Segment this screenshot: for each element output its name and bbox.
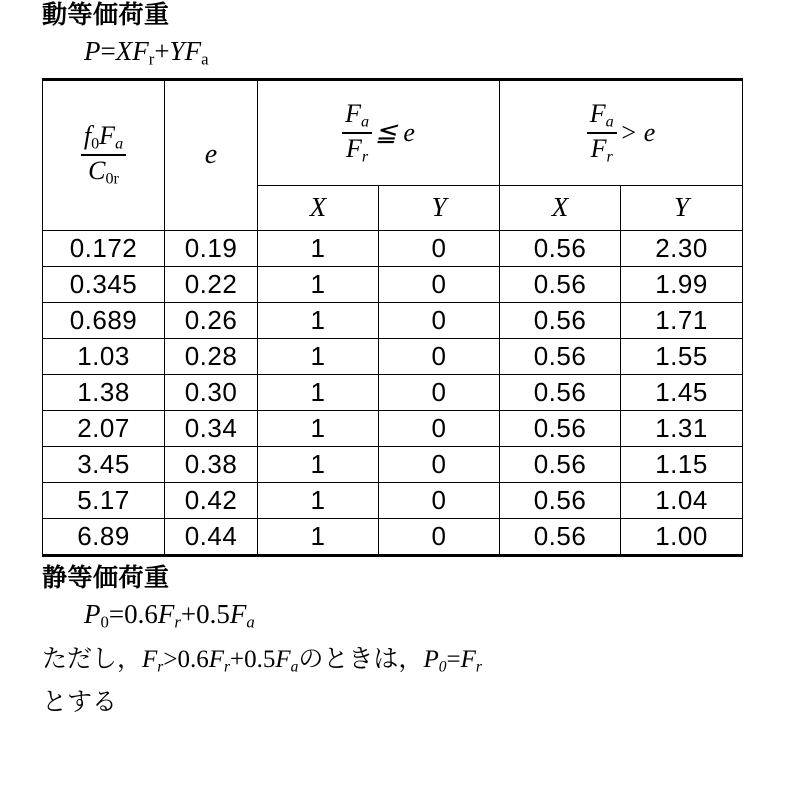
header-symbol-X: X bbox=[551, 192, 569, 223]
formula-symbol-F: F bbox=[132, 36, 149, 67]
cell-y1: 0 bbox=[379, 230, 500, 266]
cell-e: 0.22 bbox=[165, 266, 258, 302]
sym-plus: + bbox=[230, 645, 245, 673]
table-row bbox=[43, 374, 743, 410]
cell-x1: 1 bbox=[258, 230, 379, 266]
coeff-0-5: 0.5 bbox=[244, 645, 276, 673]
header-cell-x1 bbox=[258, 185, 379, 230]
cell-f0FaC0r: 1.38 bbox=[43, 374, 165, 410]
cell-y2: 1.00 bbox=[621, 518, 743, 555]
cell-x2: 0.56 bbox=[500, 266, 621, 302]
sym-F: F bbox=[229, 599, 247, 630]
cell-f0FaC0r: 0.172 bbox=[43, 230, 165, 266]
cell-y2: 1.45 bbox=[621, 374, 743, 410]
sym-gt: > bbox=[163, 645, 178, 673]
cell-x2: 0.56 bbox=[500, 482, 621, 518]
header-cell-y1 bbox=[379, 185, 500, 230]
cell-x1: 1 bbox=[258, 338, 379, 374]
header-symbol-Y: Y bbox=[673, 192, 690, 223]
note-mid: のときは， bbox=[298, 644, 424, 673]
sym-sub-a: a bbox=[605, 113, 614, 130]
fraction-numerator bbox=[587, 100, 617, 134]
fraction-Fa-over-Fr-2 bbox=[587, 100, 617, 167]
cell-e: 0.28 bbox=[165, 338, 258, 374]
note-lead: ただし， bbox=[42, 644, 143, 673]
sym-sub-0: 0 bbox=[91, 135, 100, 153]
header-symbol-e: e bbox=[204, 139, 218, 171]
sym-C: C bbox=[88, 156, 106, 186]
formula-static-equivalent-load bbox=[84, 599, 800, 633]
cell-y2: 1.15 bbox=[621, 446, 743, 482]
sym-F: F bbox=[208, 645, 224, 673]
cell-y2: 1.71 bbox=[621, 302, 743, 338]
header-cell-y2 bbox=[621, 185, 743, 230]
cell-x1: 1 bbox=[258, 374, 379, 410]
header-cell-e bbox=[165, 79, 258, 230]
cell-y2: 1.55 bbox=[621, 338, 743, 374]
note-line-2: とする bbox=[42, 688, 118, 717]
cell-e: 0.26 bbox=[165, 302, 258, 338]
cell-x2: 0.56 bbox=[500, 518, 621, 555]
cell-e: 0.34 bbox=[165, 410, 258, 446]
cell-x2: 0.56 bbox=[500, 338, 621, 374]
header-symbol-Y: Y bbox=[431, 192, 447, 223]
coeff-0-6: 0.6 bbox=[124, 599, 158, 630]
cell-y1: 0 bbox=[379, 302, 500, 338]
static-equivalent-load-block bbox=[0, 563, 800, 718]
fraction-denominator bbox=[587, 134, 617, 166]
cell-e: 0.38 bbox=[165, 446, 258, 482]
sym-sub-a: a bbox=[290, 658, 299, 676]
cell-y1: 0 bbox=[379, 338, 500, 374]
sym-F: F bbox=[589, 98, 606, 128]
cell-y2: 1.31 bbox=[621, 410, 743, 446]
fraction-f0Fa-over-C0r bbox=[81, 122, 126, 189]
sym-F: F bbox=[157, 599, 175, 630]
cell-f0FaC0r: 2.07 bbox=[43, 410, 165, 446]
cell-x1: 1 bbox=[258, 446, 379, 482]
formula-symbol-Y: Y bbox=[169, 36, 185, 67]
header-cell-f0Fa-C0r bbox=[43, 79, 165, 230]
sym-plus: + bbox=[180, 599, 197, 630]
sym-F: F bbox=[99, 121, 116, 150]
table-header-row-primary bbox=[43, 79, 743, 185]
table-row bbox=[43, 266, 743, 302]
table-row bbox=[43, 446, 743, 482]
table-row bbox=[43, 410, 743, 446]
cell-y1: 0 bbox=[379, 482, 500, 518]
cell-x1: 1 bbox=[258, 266, 379, 302]
cell-x2: 0.56 bbox=[500, 302, 621, 338]
sym-equals: = bbox=[446, 645, 461, 673]
coeff-0-5: 0.5 bbox=[196, 599, 230, 630]
sym-equals: = bbox=[108, 599, 125, 630]
fraction-numerator bbox=[81, 122, 126, 156]
section-title-static-equivalent-load: 静等価荷重 bbox=[42, 563, 170, 592]
formula-subscript-a: a bbox=[201, 49, 209, 69]
sym-sub-r: r bbox=[157, 658, 164, 676]
fraction-Fa-over-Fr-1 bbox=[342, 100, 372, 167]
sym-sub-r: r bbox=[174, 612, 181, 632]
cell-y1: 0 bbox=[379, 410, 500, 446]
sym-sub-0: 0 bbox=[100, 612, 109, 632]
sym-F: F bbox=[275, 645, 291, 673]
formula-subscript-r: r bbox=[148, 49, 155, 69]
cell-x1: 1 bbox=[258, 410, 379, 446]
table-row bbox=[43, 482, 743, 518]
formula-dynamic-equivalent-load bbox=[84, 36, 800, 70]
cell-x2: 0.56 bbox=[500, 446, 621, 482]
sym-sub-0: 0 bbox=[438, 658, 447, 676]
cell-y1: 0 bbox=[379, 518, 500, 555]
table-row bbox=[43, 302, 743, 338]
comparator-gt-e: > e bbox=[619, 117, 656, 147]
cell-y1: 0 bbox=[379, 446, 500, 482]
coeff-0-6: 0.6 bbox=[177, 645, 209, 673]
cell-f0FaC0r: 5.17 bbox=[43, 482, 165, 518]
cell-e: 0.42 bbox=[165, 482, 258, 518]
cell-y2: 2.30 bbox=[621, 230, 743, 266]
sym-F: F bbox=[346, 133, 362, 163]
cell-y1: 0 bbox=[379, 374, 500, 410]
cell-y2: 1.99 bbox=[621, 266, 743, 302]
sym-F: F bbox=[142, 645, 158, 673]
table-row bbox=[43, 518, 743, 555]
cell-f0FaC0r: 3.45 bbox=[43, 446, 165, 482]
header-cell-group-fa-fr-gt-e bbox=[500, 79, 743, 185]
sym-sub-a: a bbox=[361, 113, 370, 130]
fraction-denominator bbox=[81, 156, 126, 188]
formula-symbol-X: X bbox=[115, 36, 133, 67]
note-line-1 bbox=[42, 639, 800, 676]
cell-x2: 0.56 bbox=[500, 230, 621, 266]
header-cell-group-fa-fr-le-e bbox=[258, 79, 500, 185]
equivalent-load-table bbox=[42, 78, 743, 557]
sym-sub-r: r bbox=[475, 658, 482, 676]
cell-f0FaC0r: 1.03 bbox=[43, 338, 165, 374]
sym-sub-a: a bbox=[115, 135, 124, 153]
sym-F: F bbox=[460, 645, 476, 673]
cell-e: 0.44 bbox=[165, 518, 258, 555]
section-title-dynamic-equivalent-load: 動等価荷重 bbox=[42, 1, 170, 29]
formula-symbol-P: P bbox=[84, 36, 101, 67]
sym-sub-0r: 0r bbox=[105, 170, 119, 188]
cell-f0FaC0r: 0.345 bbox=[43, 266, 165, 302]
cell-x2: 0.56 bbox=[500, 374, 621, 410]
cell-y1: 0 bbox=[379, 266, 500, 302]
sym-P: P bbox=[84, 599, 101, 630]
sym-sub-r: r bbox=[361, 148, 369, 166]
header-cell-x2 bbox=[500, 185, 621, 230]
cell-x1: 1 bbox=[258, 518, 379, 555]
sym-F: F bbox=[590, 133, 607, 163]
formula-plus: + bbox=[154, 36, 170, 67]
sym-F: F bbox=[345, 98, 361, 128]
sym-sub-a: a bbox=[246, 612, 255, 632]
cell-e: 0.30 bbox=[165, 374, 258, 410]
cell-e: 0.19 bbox=[165, 230, 258, 266]
cell-x2: 0.56 bbox=[500, 410, 621, 446]
formula-equals: = bbox=[100, 36, 116, 67]
table-row bbox=[43, 338, 743, 374]
cell-x1: 1 bbox=[258, 482, 379, 518]
fraction-numerator bbox=[342, 100, 372, 134]
cell-x1: 1 bbox=[258, 302, 379, 338]
cell-f0FaC0r: 0.689 bbox=[43, 302, 165, 338]
header-symbol-X: X bbox=[309, 192, 327, 223]
sym-sub-r: r bbox=[606, 148, 613, 166]
table-row bbox=[43, 230, 743, 266]
cell-y2: 1.04 bbox=[621, 482, 743, 518]
fraction-denominator bbox=[342, 134, 372, 166]
cell-f0FaC0r: 6.89 bbox=[43, 518, 165, 555]
sym-sub-r: r bbox=[223, 658, 231, 676]
comparator-le-e: ≦ e bbox=[375, 117, 415, 147]
sym-f: f bbox=[83, 121, 92, 150]
formula-symbol-F2: F bbox=[184, 36, 202, 67]
sym-P: P bbox=[423, 645, 439, 673]
